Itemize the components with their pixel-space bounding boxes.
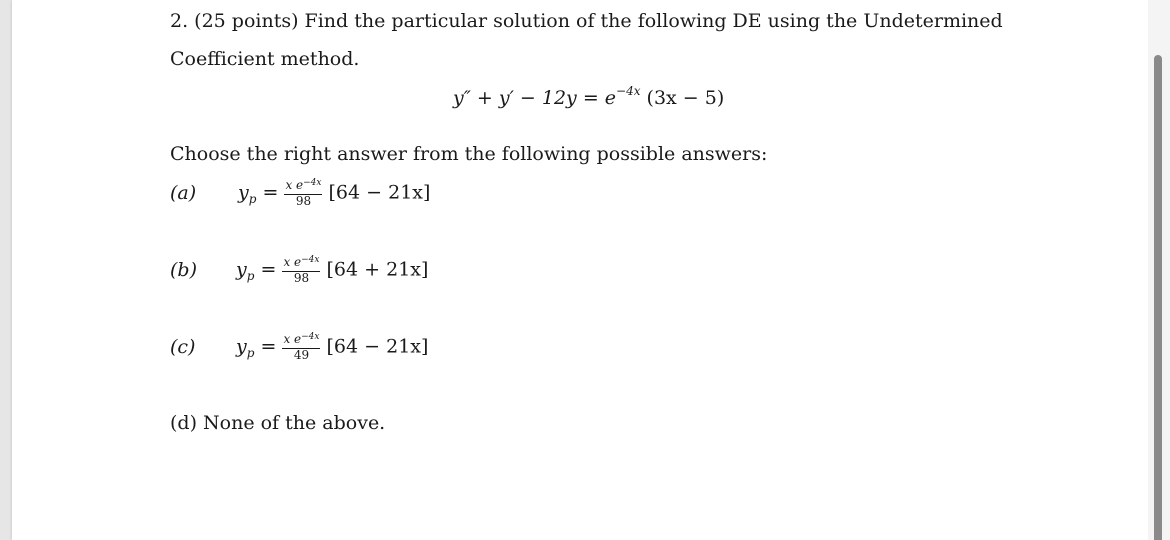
option-b-formula: $y_p$ = $\frac{x e^{-4x}}{98}$ [64 + 21x] [236, 255, 429, 285]
differential-equation [453, 84, 725, 109]
option-a-formula: $y_p$ = $\frac{x e^{-4x}}{98}$ [64 − 21x] [238, 178, 431, 208]
equation-lhs: y″ + y′ − 12y = e [453, 87, 617, 109]
option-a-bracket: [64 − 21x] [328, 181, 431, 204]
option-a-fraction: $\frac{x e^{-4x}}{98}$ [285, 178, 322, 208]
problem-header: 2. (25 points) Find the particular solution of the following DE using the Undetermined [170, 10, 1003, 32]
option-b-bracket: [64 + 21x] [326, 258, 429, 281]
option-b-fraction: $\frac{x e^{-4x}}{98}$ [283, 255, 320, 285]
equation-exponent: −4x [616, 84, 641, 98]
option-c-bracket: [64 − 21x] [326, 335, 429, 358]
option-d[interactable]: (d) None of the above. [170, 412, 386, 434]
option-b-label[interactable]: (b) [170, 259, 197, 281]
option-c-fraction: $\frac{x e^{-4x}}{49}$ [283, 332, 320, 362]
document-page [12, 0, 1148, 540]
scrollbar-thumb[interactable] [1154, 55, 1162, 540]
instruction-text: Choose the right answer from the following possible answers: [170, 143, 768, 165]
option-c-formula: $y_p$ = $\frac{x e^{-4x}}{49}$ [64 − 21x] [236, 332, 429, 362]
problem-header-continued: Coefficient method. [170, 48, 360, 70]
scrollbar-track[interactable] [1148, 0, 1170, 540]
option-c-label[interactable]: (c) [170, 336, 196, 358]
option-a-label[interactable]: (a) [170, 182, 197, 204]
equation-rhs: (3x − 5) [646, 87, 725, 109]
